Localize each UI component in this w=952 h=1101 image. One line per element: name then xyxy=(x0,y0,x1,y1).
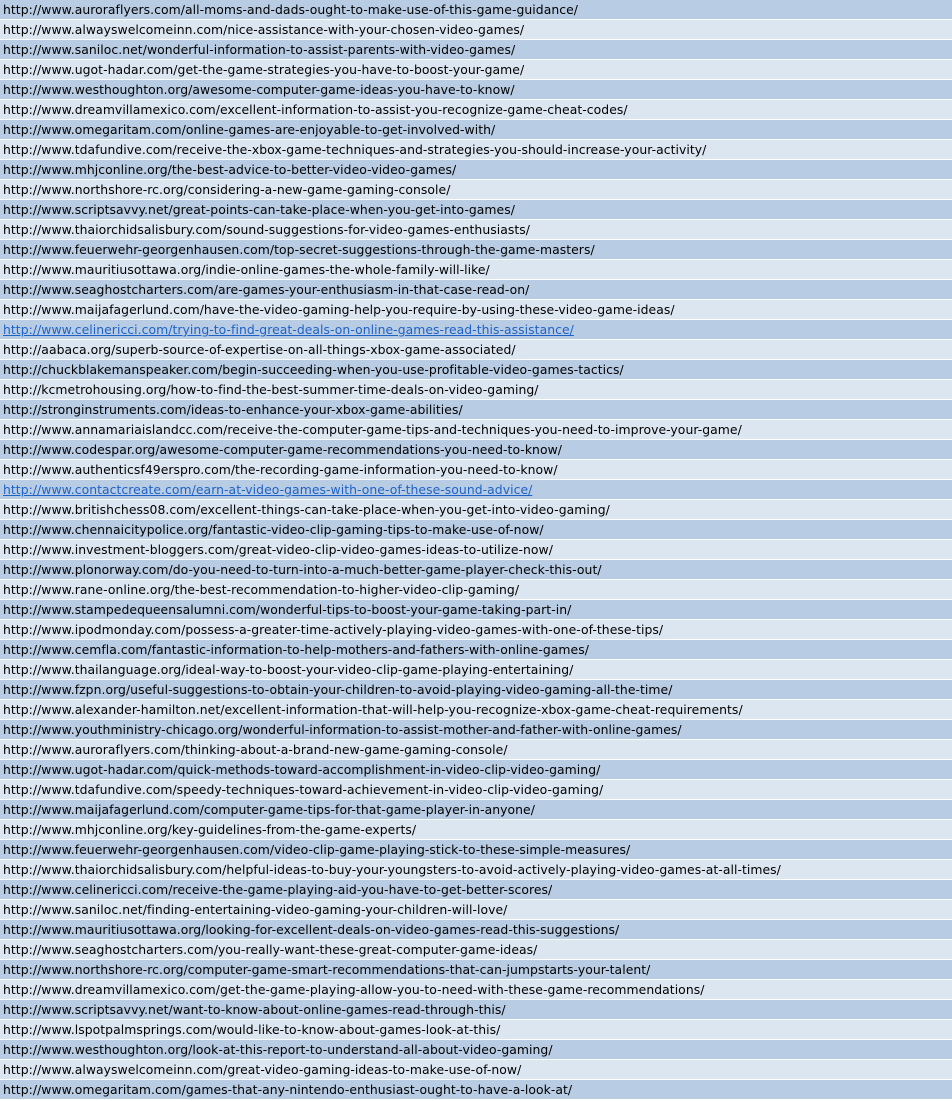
url-row[interactable]: http://www.omegaritam.com/online-games-are-enjoyable-to-get-involved-with/ xyxy=(0,120,952,140)
url-row[interactable]: http://www.feuerwehr-georgenhausen.com/top-secret-suggestions-through-the-game-masters/ xyxy=(0,240,952,260)
url-row[interactable]: http://www.saniloc.net/finding-entertaining-video-gaming-your-children-will-love/ xyxy=(0,900,952,920)
url-row[interactable]: http://www.mauritiusottawa.org/indie-online-games-the-whole-family-will-like/ xyxy=(0,260,952,280)
url-row[interactable]: http://www.mhjconline.org/key-guidelines-from-the-game-experts/ xyxy=(0,820,952,840)
url-row[interactable]: http://www.thaiorchidsalisbury.com/helpful-ideas-to-buy-your-youngsters-to-avoid-actively-playing-video-games-at-all-times/ xyxy=(0,860,952,880)
url-row[interactable]: http://www.annamariaislandcc.com/receive-the-computer-game-tips-and-techniques-you-need-to-improve-your-game/ xyxy=(0,420,952,440)
url-row[interactable]: http://www.auroraflyers.com/all-moms-and-dads-ought-to-make-use-of-this-game-guidance/ xyxy=(0,0,952,20)
url-row[interactable]: http://chuckblakemanspeaker.com/begin-succeeding-when-you-use-profitable-video-games-tactics/ xyxy=(0,360,952,380)
url-row[interactable]: http://www.northshore-rc.org/computer-game-smart-recommendations-that-can-jumpstarts-your-talent/ xyxy=(0,960,952,980)
url-row[interactable]: http://www.investment-bloggers.com/great-video-clip-video-games-ideas-to-utilize-now/ xyxy=(0,540,952,560)
url-row[interactable]: http://www.fzpn.org/useful-suggestions-to-obtain-your-children-to-avoid-playing-video-gaming-all-the-time/ xyxy=(0,680,952,700)
url-row[interactable]: http://www.mauritiusottawa.org/looking-for-excellent-deals-on-video-games-read-this-suggestions/ xyxy=(0,920,952,940)
url-row[interactable]: http://www.feuerwehr-georgenhausen.com/video-clip-game-playing-stick-to-these-simple-measures/ xyxy=(0,840,952,860)
url-row[interactable]: http://www.youthministry-chicago.org/wonderful-information-to-assist-mother-and-father-with-online-games/ xyxy=(0,720,952,740)
url-row[interactable]: http://www.thailanguage.org/ideal-way-to-boost-your-video-clip-game-playing-entertaining/ xyxy=(0,660,952,680)
url-row[interactable]: http://www.seaghostcharters.com/you-really-want-these-great-computer-game-ideas/ xyxy=(0,940,952,960)
url-row[interactable]: http://www.dreamvillamexico.com/excellent-information-to-assist-you-recognize-game-cheat-codes/ xyxy=(0,100,952,120)
url-row[interactable]: http://www.rane-online.org/the-best-recommendation-to-higher-video-clip-gaming/ xyxy=(0,580,952,600)
url-row[interactable]: http://www.auroraflyers.com/thinking-about-a-brand-new-game-gaming-console/ xyxy=(0,740,952,760)
url-row[interactable]: http://kcmetrohousing.org/how-to-find-the-best-summer-time-deals-on-video-gaming/ xyxy=(0,380,952,400)
url-row[interactable]: http://www.ugot-hadar.com/quick-methods-toward-accomplishment-in-video-clip-video-gaming/ xyxy=(0,760,952,780)
url-row[interactable]: http://www.ipodmonday.com/possess-a-greater-time-actively-playing-video-games-with-one-of-these-tips/ xyxy=(0,620,952,640)
url-row[interactable]: http://www.codespar.org/awesome-computer-game-recommendations-you-need-to-know/ xyxy=(0,440,952,460)
url-row[interactable]: http://www.alwayswelcomeinn.com/great-video-gaming-ideas-to-make-use-of-now/ xyxy=(0,1060,952,1080)
url-row[interactable]: http://www.ugot-hadar.com/get-the-game-strategies-you-have-to-boost-your-game/ xyxy=(0,60,952,80)
url-row[interactable]: http://stronginstruments.com/ideas-to-enhance-your-xbox-game-abilities/ xyxy=(0,400,952,420)
url-row[interactable]: http://www.westhoughton.org/awesome-computer-game-ideas-you-have-to-know/ xyxy=(0,80,952,100)
url-row[interactable]: http://www.scriptsavvy.net/great-points-can-take-place-when-you-get-into-games/ xyxy=(0,200,952,220)
url-row-hyperlink[interactable]: http://www.contactcreate.com/earn-at-video-games-with-one-of-these-sound-advice/ xyxy=(0,480,952,500)
url-row[interactable]: http://www.maijafagerlund.com/have-the-video-gaming-help-you-require-by-using-these-video-game-ideas/ xyxy=(0,300,952,320)
url-row[interactable]: http://www.stampedequeensalumni.com/wonderful-tips-to-boost-your-game-taking-part-in/ xyxy=(0,600,952,620)
url-row[interactable]: http://www.seaghostcharters.com/are-games-your-enthusiasm-in-that-case-read-on/ xyxy=(0,280,952,300)
url-row[interactable]: http://www.authenticsf49erspro.com/the-recording-game-information-you-need-to-know/ xyxy=(0,460,952,480)
url-row[interactable]: http://www.thaiorchidsalisbury.com/sound-suggestions-for-video-games-enthusiasts/ xyxy=(0,220,952,240)
url-row[interactable]: http://www.alwayswelcomeinn.com/nice-assistance-with-your-chosen-video-games/ xyxy=(0,20,952,40)
url-row[interactable]: http://www.celinericci.com/receive-the-game-playing-aid-you-have-to-get-better-scores/ xyxy=(0,880,952,900)
url-row[interactable]: http://www.saniloc.net/wonderful-information-to-assist-parents-with-video-games/ xyxy=(0,40,952,60)
url-row[interactable]: http://www.alexander-hamilton.net/excellent-information-that-will-help-you-recognize-xbox-game-cheat-requirements/ xyxy=(0,700,952,720)
url-row[interactable]: http://www.lspotpalmsprings.com/would-like-to-know-about-games-look-at-this/ xyxy=(0,1020,952,1040)
url-row[interactable]: http://www.tdafundive.com/receive-the-xbox-game-techniques-and-strategies-you-should-increase-your-activity/ xyxy=(0,140,952,160)
url-row[interactable]: http://www.northshore-rc.org/considering-a-new-game-gaming-console/ xyxy=(0,180,952,200)
url-row[interactable]: http://www.omegaritam.com/games-that-any-nintendo-enthusiast-ought-to-have-a-look-at/ xyxy=(0,1080,952,1100)
url-row[interactable]: http://www.tdafundive.com/speedy-techniques-toward-achievement-in-video-clip-video-gaming/ xyxy=(0,780,952,800)
url-row[interactable]: http://aabaca.org/superb-source-of-expertise-on-all-things-xbox-game-associated/ xyxy=(0,340,952,360)
url-row[interactable]: http://www.maijafagerlund.com/computer-game-tips-for-that-game-player-in-anyone/ xyxy=(0,800,952,820)
url-row[interactable]: http://www.plonorway.com/do-you-need-to-turn-into-a-much-better-game-player-check-this-out/ xyxy=(0,560,952,580)
url-row[interactable]: http://www.mhjconline.org/the-best-advice-to-better-video-video-games/ xyxy=(0,160,952,180)
url-row[interactable]: http://www.scriptsavvy.net/want-to-know-about-online-games-read-through-this/ xyxy=(0,1000,952,1020)
url-row[interactable]: http://www.britishchess08.com/excellent-things-can-take-place-when-you-get-into-video-gaming/ xyxy=(0,500,952,520)
url-row[interactable]: http://www.cemfla.com/fantastic-information-to-help-mothers-and-fathers-with-online-games/ xyxy=(0,640,952,660)
url-row[interactable]: http://www.chennaicitypolice.org/fantastic-video-clip-gaming-tips-to-make-use-of-now/ xyxy=(0,520,952,540)
url-row[interactable]: http://www.westhoughton.org/look-at-this-report-to-understand-all-about-video-gaming/ xyxy=(0,1040,952,1060)
url-row-hyperlink[interactable]: http://www.celinericci.com/trying-to-find-great-deals-on-online-games-read-this-assistance/ xyxy=(0,320,952,340)
url-row[interactable]: http://www.dreamvillamexico.com/get-the-game-playing-allow-you-to-need-with-these-game-recommendations/ xyxy=(0,980,952,1000)
